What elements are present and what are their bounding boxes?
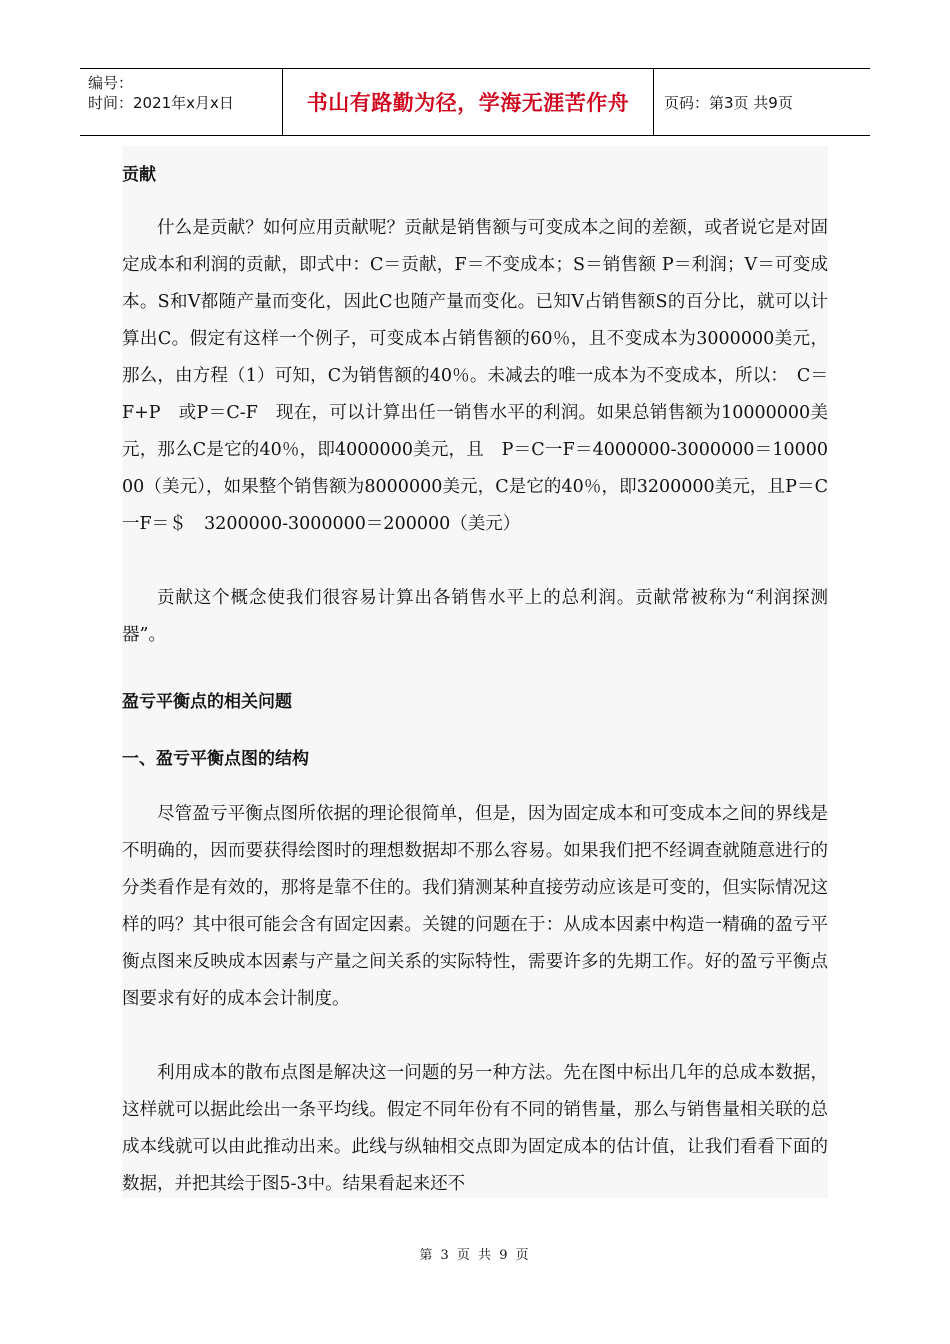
page-body: [122, 146, 828, 1198]
header-meta: [80, 69, 282, 135]
document-number-label: 编号：: [88, 74, 134, 92]
header-page-number: 页码：第3页 共9页: [664, 93, 793, 112]
paragraph-structure-2: 利用成本的散布点图是解决这一问题的另一种方法。先在图中标出几年的总成本数据，这样就可以据此绘出一条平均线。假定不同年份有不同的销售量，那么与销售量相关联的总成本线就可以由此推动出来。此线与纵轴相交点即为固定成本的估计值，让我们看看下面的数据，并把其绘于图5-3中。结果看起来还不: [122, 1063, 828, 1194]
header-motto: 书山有路勤为径，学海无涯苦作舟: [282, 69, 654, 135]
document-date-label: 时间：2021年x月x日: [88, 94, 234, 112]
paragraph-contribution-2: 贡献这个概念使我们很容易计算出各销售水平上的总利润。贡献常被称为“利润探测器”。: [122, 588, 828, 645]
section-heading-structure: 一、盈亏平衡点图的结构: [122, 749, 309, 769]
paragraph-contribution-1: 什么是贡献？如何应用贡献呢？贡献是销售额与可变成本之间的差额，或者说它是对固定成本和利润的贡献，即式中：C＝贡献，F＝不变成本；S＝销售额 P＝利润；V＝可变成本。S和V都随产量而变化，因此C也随产量而变化。已知V占销售额S的百分比，就可以计算出C。假定有这样一个例子，可变成本占销售额的60％，且不变成本为3000000美元，那么，由方程（1）可知，C为销售额的40％。未减去的唯一成本为不变成本，所以： C＝F+P 或P＝C-F 现在，可以计算出任一销售水平的利润。如果总销售额为10000000美元，那么C是它的40％，即4000000美元，且 P＝C一F＝4000000-3000000＝1000000（美元），如果整个销售额为8000000美元，C是它的40％，即3200000美元，且P＝C一F＝＄ 3200000-3000000＝200000（美元）: [122, 218, 828, 534]
paragraph-structure-1: 尽管盈亏平衡点图所依据的理论很简单，但是，因为固定成本和可变成本之间的界线是不明确的，因而要获得绘图时的理想数据却不那么容易。如果我们把不经调查就随意进行的分类看作是有效的，那将是靠不住的。我们猜测某种直接劳动应该是可变的，但实际情况这样的吗？其中很可能会含有固定因素。关键的问题在于：从成本因素中构造一精确的盈亏平衡点图来反映成本因素与产量之间关系的实际特性，需要许多的先期工作。好的盈亏平衡点图要求有好的成本会计制度。: [122, 804, 828, 1009]
page-footer: 第 3 页 共 9 页: [419, 1248, 531, 1263]
document-header: [80, 68, 870, 136]
section-heading-breakeven: 盈亏平衡点的相关问题: [122, 692, 292, 712]
section-heading-contribution: 贡献: [122, 165, 156, 185]
